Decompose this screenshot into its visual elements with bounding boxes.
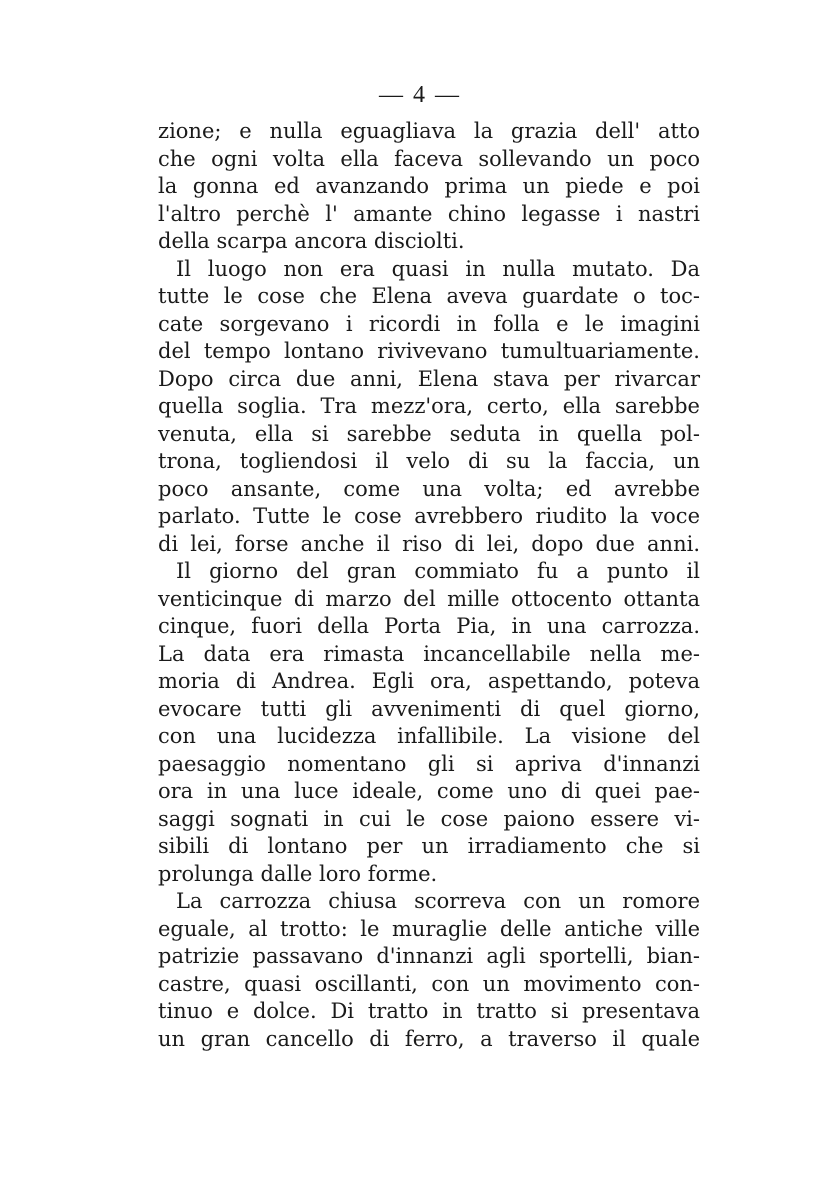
- text-line: La carrozza chiusa scorreva con un romore: [176, 889, 700, 913]
- page-number: — 4 —: [379, 82, 461, 108]
- text-line: la gonna ed avanzando prima un piede e poi: [158, 174, 700, 198]
- text-line: l'altro perchè l' amante chino legasse i nastri: [158, 201, 700, 226]
- text-line: cinque, fuori della Porta Pia, in una carrozza.: [158, 614, 700, 638]
- text-line: di lei, forse anche il riso di lei, dopo due anni.: [158, 531, 700, 556]
- text-line: quella soglia. Tra mezz'ora, certo, ella sarebbe: [158, 394, 700, 418]
- text-line: Il luogo non era quasi in nulla mutato. Da: [176, 256, 700, 281]
- body-text: [158, 118, 700, 1053]
- text-line: venuta, ella si sarebbe seduta in quella pol-: [158, 421, 700, 446]
- text-line: Il giorno del gran commiato fu a punto il: [176, 559, 700, 583]
- text-line: ora in una luce ideale, come uno di quei pae-: [158, 779, 700, 803]
- text-line: sibili di lontano per un irradiamento che si: [158, 834, 700, 858]
- text-line: saggi sognati in cui le cose paiono essere vi-: [158, 806, 700, 831]
- text-line: moria di Andrea. Egli ora, aspettando, poteva: [158, 669, 700, 693]
- paragraph-4: [158, 888, 700, 1053]
- text-line: con una lucidezza infallibile. La visione del: [158, 724, 700, 748]
- text-line: Dopo circa due anni, Elena stava per rivarcar: [158, 366, 700, 391]
- paragraph-2: [158, 256, 700, 559]
- text-line: prolunga dalle loro forme.: [158, 861, 438, 886]
- text-line: venticinque di marzo del mille ottocento ottanta: [158, 586, 700, 611]
- text-line: un gran cancello di ferro, a traverso il quale: [158, 1026, 700, 1051]
- text-line: tinuo e dolce. Di tratto in tratto si presentava: [158, 999, 700, 1023]
- text-line: paesaggio nomentano gli si apriva d'innanzi: [158, 751, 700, 776]
- text-line: zione; e nulla eguagliava la grazia dell' atto: [158, 119, 700, 143]
- paragraph-3: [158, 558, 700, 888]
- text-line: parlato. Tutte le cose avrebbero riudito la voce: [158, 504, 700, 528]
- text-line: castre, quasi oscillanti, con un movimento con-: [158, 971, 700, 996]
- text-line: patrizie passavano d'innanzi agli sportelli, bian-: [158, 944, 700, 968]
- text-line: cate sorgevano i ricordi in folla e le imagini: [158, 311, 700, 336]
- text-line: che ogni volta ella faceva sollevando un poco: [158, 146, 700, 171]
- text-line: tutte le cose che Elena aveva guardate o toc-: [158, 284, 700, 308]
- text-line: eguale, al trotto: le muraglie delle antiche ville: [158, 916, 700, 941]
- text-line: del tempo lontano rivivevano tumultuariamente.: [158, 339, 700, 363]
- text-line: evocare tutti gli avvenimenti di quel giorno,: [158, 696, 700, 721]
- text-line: poco ansante, come una volta; ed avrebbe: [158, 476, 700, 501]
- text-line: della scarpa ancora disciolti.: [158, 229, 465, 253]
- paragraph-1: [158, 118, 700, 256]
- text-line: La data era rimasta incancellabile nella me-: [158, 641, 700, 666]
- text-line: trona, togliendosi il velo di su la faccia, un: [158, 449, 700, 473]
